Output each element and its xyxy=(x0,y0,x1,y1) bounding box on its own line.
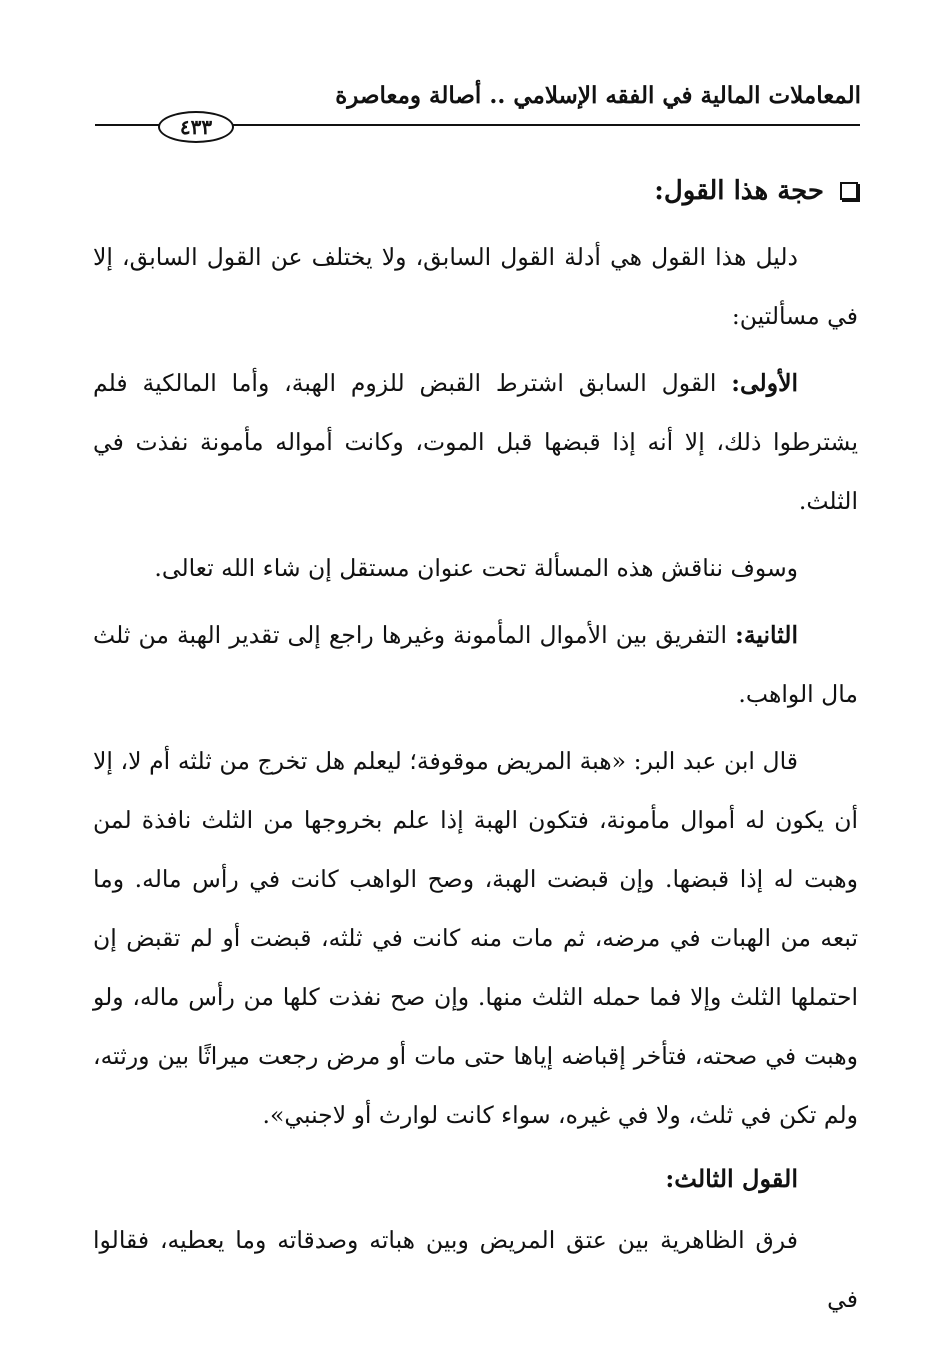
paragraph-quotation: قال ابن عبد البر: «هبة المريض موقوفة؛ ليعلم هل تخرج من ثلثه أم لا، إلا أن يكون له أموال مأمونة، فتكون الهبة إذا علم بخروجها من الثلث نافذة لمن وهبت له إذا قبضها. وإن قبضت الهبة، وصح الواهب كانت في رأس ماله. وما تبعه من الهبات في مرضه، ثم مات منه كانت في ثلثه، قبضت أو لم تقبض إن احتملها الثلث وإلا فما حمله الثلث منها. وإن صح نفذت كلها من رأس ماله، ولو وهبت في صحته، فتأخر إقباضه إياها حتى مات أو مرض رجعت ميراثًا بين ورثته، ولم تكن في ثلث، ولا في غيره، سواء كانت لوارث أو لاجنبي». xyxy=(93,747,858,1129)
paragraph-second-issue xyxy=(93,606,858,724)
running-header: المعاملات المالية في الفقه الإسلامي .. أصالة ومعاصرة xyxy=(335,82,861,109)
first-issue-text: القول السابق اشترط القبض للزوم الهبة، وأما المالكية فلم يشترطوا ذلك، إلا أنه إذا قبضها قبل الموت، وكانت أمواله مأمونة نفذت في الثلث. xyxy=(93,369,858,515)
second-issue-label: الثانية: xyxy=(735,621,798,649)
paragraph-third-opinion: فرق الظاهرية بين عتق المريض وبين هباته وصدقاته وما يعطيه، فقالوا في xyxy=(93,1226,858,1313)
section-heading xyxy=(93,168,858,214)
section-heading-text: حجة هذا القول: xyxy=(654,176,824,206)
subheading-third-opinion: القول الثالث: xyxy=(665,1164,798,1193)
paragraph-evidence: دليل هذا القول هي أدلة القول السابق، ولا يختلف عن القول السابق، إلا في مسألتين: xyxy=(93,243,858,330)
first-issue-label: الأولى: xyxy=(731,369,798,397)
page-body xyxy=(93,168,858,1337)
page-number: ٤٣٣ xyxy=(158,111,234,143)
second-issue-text: التفريق بين الأموال المأمونة وغيرها راجع إلى تقدير الهبة من ثلث مال الواهب. xyxy=(93,621,858,708)
square-bullet-icon xyxy=(840,182,858,200)
paragraph-discussion-note: وسوف نناقش هذه المسألة تحت عنوان مستقل إن شاء الله تعالى. xyxy=(154,554,798,582)
paragraph-first-issue xyxy=(93,354,858,531)
